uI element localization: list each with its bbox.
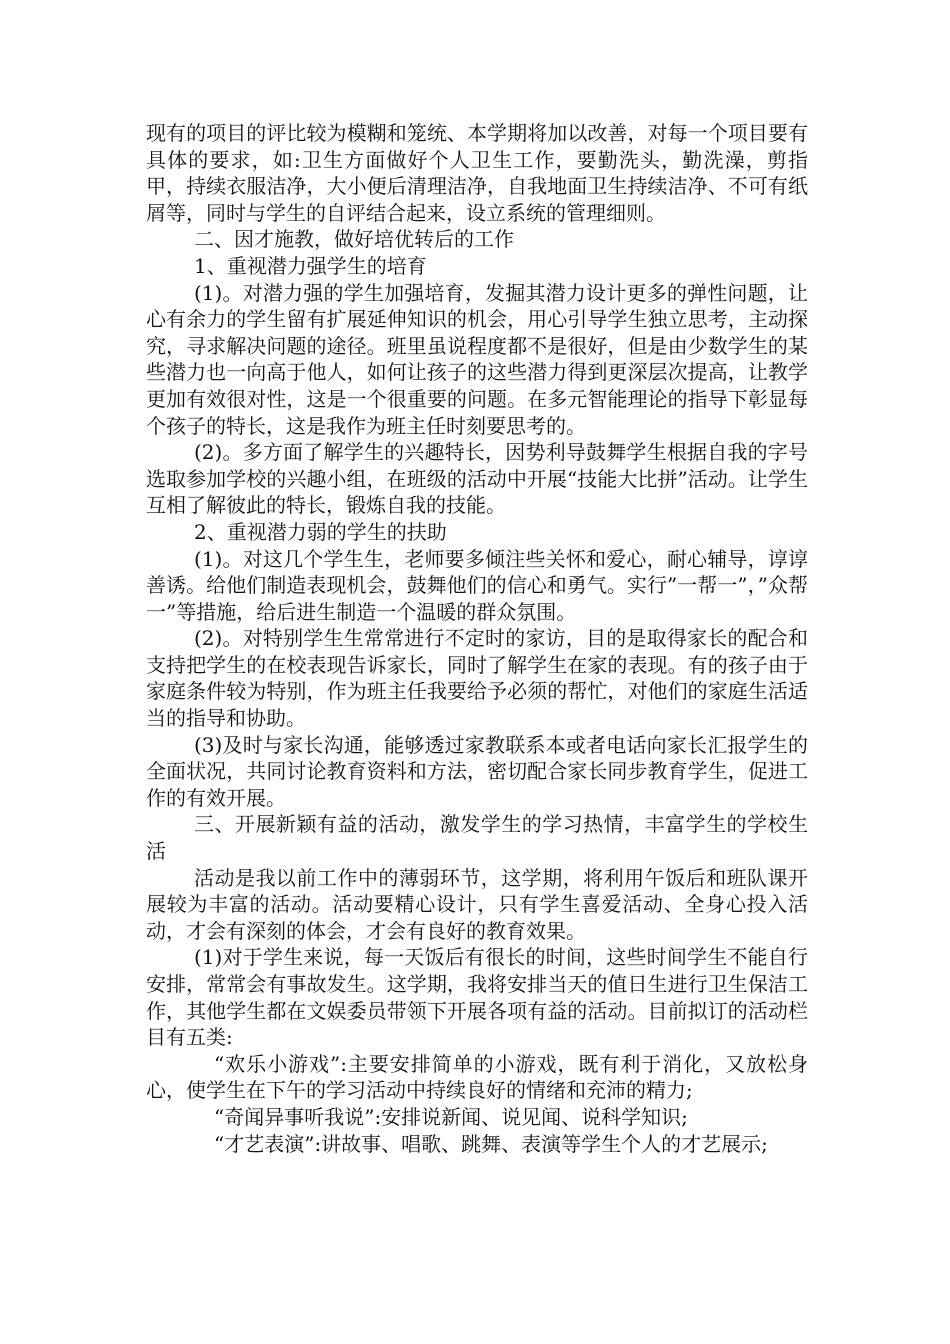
paragraph: “欢乐小游戏”:主要安排简单的小游戏，既有利于消化，又放松身心，使学生在下午的学习活动中持续良好的情绪和充沛的精力; bbox=[146, 1051, 808, 1103]
subsection-heading: 2、重视潜力弱的学生的扶助 bbox=[194, 519, 447, 544]
document-page bbox=[146, 120, 808, 1157]
paragraph: (1)。对这几个学生生，老师要多倾注些关怀和爱心，耐心辅导，谆谆善诱。给他们制造表现机会，鼓舞他们的信心和勇气。实行”一帮一”，”众帮一”等措施，给后进生制造一个温暖的群众氛围。 bbox=[146, 546, 808, 624]
paragraph: “奇闻异事听我说”:安排说新闻、说见闻、说科学知识; bbox=[214, 1104, 688, 1129]
paragraph: (3)及时与家长沟通，能够透过家教联系本或者电话向家长汇报学生的全面状况，共同讨论教育资料和方法，密切配合家长同步教育学生，促进工作的有效开展。 bbox=[146, 732, 808, 810]
paragraph: 活动是我以前工作中的薄弱环节，这学期，将利用午饭后和班队课开展较为丰富的活动。活动要精心设计，只有学生喜爱活动、全身心投入活动，才会有深刻的体会，才会有良好的教育效果。 bbox=[146, 865, 808, 943]
paragraph: (1)对于学生来说，每一天饭后有很长的时间，这些时间学生不能自行安排，常常会有事故发生。这学期，我将安排当天的值日生进行卫生保洁工作，其他学生都在文娱委员带领下开展各项有益的活动。目前拟订的活动栏目有五类: bbox=[146, 945, 808, 1050]
paragraph: “才艺表演”:讲故事、唱歌、跳舞、表演等学生个人的才艺展示; bbox=[214, 1131, 768, 1156]
section-heading: 二、因才施教，做好培优转后的工作 bbox=[194, 227, 514, 252]
subsection-heading: 1、重视潜力强学生的培育 bbox=[194, 253, 427, 278]
section-heading: 三、开展新颖有益的活动，激发学生的学习热情，丰富学生的学校生活 bbox=[146, 812, 808, 864]
paragraph: (2)。对特别学生生常常进行不定时的家访，目的是取得家长的配合和支持把学生的在校表现告诉家长，同时了解学生在家的表现。有的孩子由于家庭条件较为特别，作为班主任我要给予必须的帮忙，对他们的家庭生活适当的指导和协助。 bbox=[146, 626, 808, 731]
paragraph: (1)。对潜力强的学生加强培育，发掘其潜力设计更多的弹性问题，让心有余力的学生留有扩展延伸知识的机会，用心引导学生独立思考，主动探究，寻求解决问题的途径。班里虽说程度都不是很好，但是由少数学生的某些潜力也一向高于他人，如何让孩子的这些潜力得到更深层次提高，让教学更加有效很对性，这是一个很重要的问题。在多元智能理论的指导下彰显每个孩子的特长，这是我作为班主任时刻要思考的。 bbox=[146, 280, 808, 438]
paragraph: (2)。多方面了解学生的兴趣特长，因势利导鼓舞学生根据自我的字号选取参加学校的兴趣小组，在班级的活动中开展“技能大比拼”活动。让学生互相了解彼此的特长，锻炼自我的技能。 bbox=[146, 440, 808, 518]
paragraph: 现有的项目的评比较为模糊和笼统、本学期将加以改善，对每一个项目要有具体的要求，如:卫生方面做好个人卫生工作，要勤洗头，勤洗澡，剪指甲，持续衣服洁净，大小便后清理洁净，自我地面卫生持续洁净、不可有纸屑等，同时与学生的自评结合起来，设立系统的管理细则。 bbox=[146, 121, 808, 225]
